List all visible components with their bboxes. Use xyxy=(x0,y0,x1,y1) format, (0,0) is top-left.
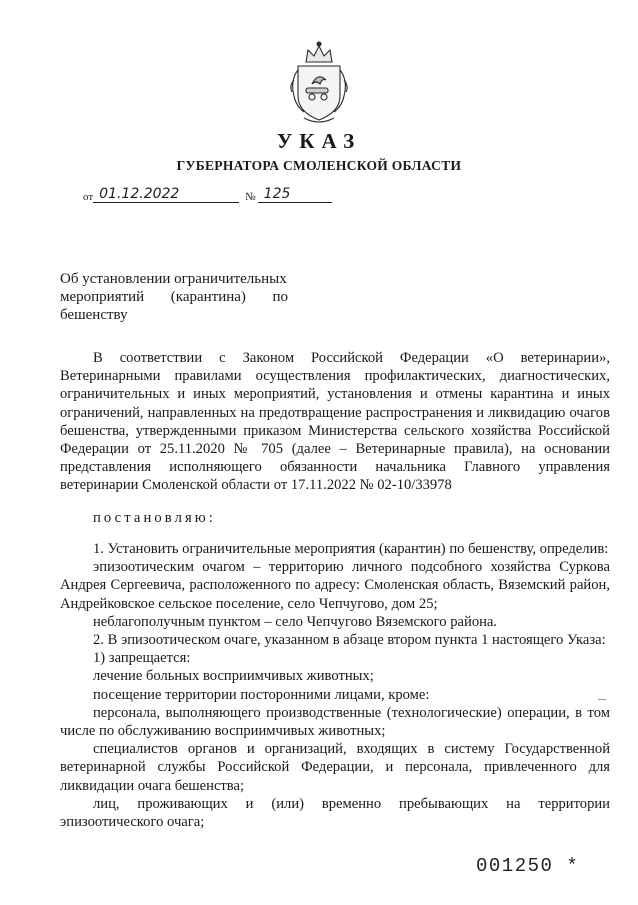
paragraph: персонала, выполняющего производственные (технологические) операции, в том числе по обслуживанию восприимчивых животных; xyxy=(60,704,610,740)
paragraph: неблагополучным пунктом – село Чепчугово Вяземского района. xyxy=(93,613,498,630)
decree-items xyxy=(60,540,610,831)
date-number-line xyxy=(83,186,332,203)
serial-number: 001250 * xyxy=(476,855,580,877)
stray-mark xyxy=(598,699,606,700)
document-title: УКАЗ xyxy=(276,129,362,153)
paragraph: посещение территории посторонними лицами, кроме: xyxy=(93,686,430,703)
handwritten-number: 125 xyxy=(258,186,332,203)
subject-line: бешенству xyxy=(60,307,128,323)
preamble-block xyxy=(60,349,610,495)
paragraph: эпизоотическим очагом – территорию личного подсобного хозяйства Суркова Андрея Сергеевича, расположенного по адресу: Смоленская область, Вяземский район, Андрейковское сельское поселение, село Чепчугово, дом 25; xyxy=(60,559,610,612)
decree-subject xyxy=(60,270,288,324)
coat-of-arms-emblem xyxy=(288,40,350,126)
paragraph: 1) запрещается: xyxy=(93,650,191,667)
paragraph: специалистов органов и организаций, входящих в систему Государственной ветеринарной службы Российской Федерации, и персонала, привлеченного для ликвидации очага бешенства; xyxy=(60,741,610,794)
number-label: № xyxy=(245,191,256,203)
paragraph: 1. Установить ограничительные мероприятия (карантин) по бешенству, определив: xyxy=(93,541,609,557)
issuer-subtitle: ГУБЕРНАТОРА СМОЛЕНСКОЙ ОБЛАСТИ xyxy=(176,158,462,173)
paragraph: лиц, проживающих и (или) временно пребывающих на территории эпизоотического очага; xyxy=(60,795,610,831)
decree-word: постановляю: xyxy=(93,510,216,526)
date-prefix: от xyxy=(83,191,94,203)
subject-line: Об установлении ограничительных xyxy=(60,271,287,287)
subject-line: мероприятий (карантина) по xyxy=(60,289,288,305)
handwritten-date: 01.12.2022 xyxy=(93,186,239,203)
paragraph: 2. В эпизоотическом очаге, указанном в абзаце втором пункта 1 настоящего Указа: xyxy=(93,632,606,649)
preamble-paragraph: В соответствии с Законом Российской Федерации «О ветеринарии», Ветеринарными правилами осуществления профилактических, диагностических, ограничительных и иных мероприятий, установления и отмены карантина и иных ограничений, направленных на предотвращение распространения и ликвидацию очагов бешенства, утвержденными приказом Министерства сельского хозяйства Российской Федерации от 25.11.2020 № 705 (далее – Ветеринарные правила), на основании представления исполняющего обязанности начальника Главного управления ветеринарии Смоленской области от 17.11.2022 № 02-10/33978 xyxy=(60,350,610,494)
paragraph: лечение больных восприимчивых животных; xyxy=(93,668,374,685)
